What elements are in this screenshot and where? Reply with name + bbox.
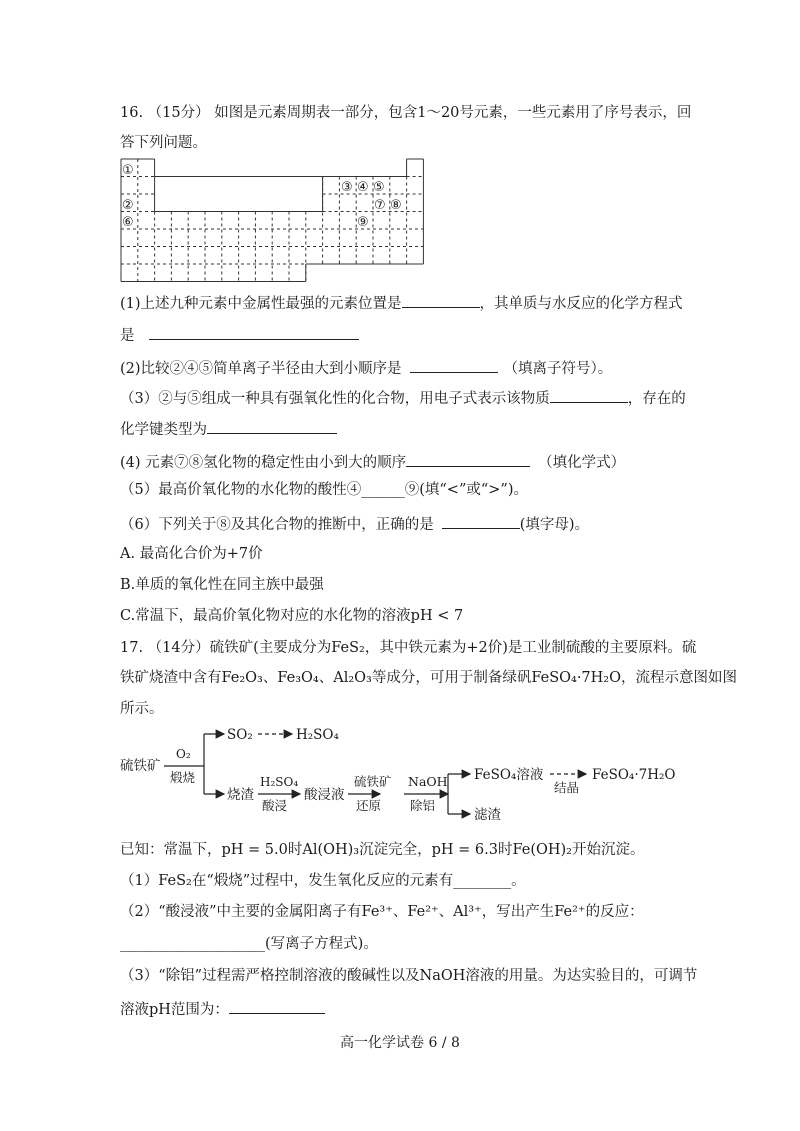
q17-known: 已知：常温下，pH = 5.0时Al(OH)₃沉淀完全，pH = 6.3时Fe(OH)₂开始沉淀。 (120, 842, 645, 858)
element-2-label: ② (122, 198, 134, 213)
q17-line2: 铁矿烧渣中含有Fe₂O₃、Fe₃O₄、Al₂O₃等成分，可用于制备绿矾FeSO₄·7H₂O，流程示意图如图 (120, 670, 738, 686)
flow-remove-al: 除铝 (410, 798, 436, 813)
element-8-label: ⑧ (390, 198, 402, 213)
q17-part2-line2: ____________________(写离子方程式)。 (120, 936, 378, 952)
q16-p1-equation-blank[interactable] (149, 323, 359, 340)
flow-leachate: 酸浸液 (304, 787, 345, 803)
q17-part3-line2 (120, 997, 325, 1020)
q16-part4-line (120, 450, 625, 473)
flow-residue: 滤渣 (474, 807, 501, 823)
flow-pyrite-reagent: 硫铁矿 (354, 774, 392, 789)
periodic-table-figure (120, 158, 426, 284)
q16-option-c: C.常温下，最高价氧化物对应的水化物的溶液pH < 7 (120, 608, 464, 624)
element-3-label: ③ (341, 180, 353, 195)
q16-p4b: （填化学式） (538, 455, 626, 471)
q16-p4-blank[interactable] (406, 450, 530, 467)
q16-option-b: B.单质的氧化性在同主族中最强 (120, 577, 324, 593)
flow-h2so4-top: H₂SO₄ (296, 727, 339, 743)
q16-line2: 答下列问题。 (120, 135, 207, 151)
flow-feso4-solution: FeSO₄溶液 (474, 767, 544, 783)
q16-p3b: ，存在的 (627, 391, 686, 407)
q17-p3-ph-blank[interactable] (229, 997, 325, 1014)
q16-p1b: ，其单质与水反应的化学方程式 (479, 296, 683, 312)
q16-p3-bond-blank[interactable] (207, 417, 337, 434)
q16-p3a: （3）②与⑤组成一种具有强氧化性的化合物，用电子式表示该物质 (120, 391, 550, 407)
page-footer: 高一化学试卷 6 / 8 (340, 1035, 460, 1051)
flow-product: FeSO₄·7H₂O (592, 767, 676, 783)
element-4-label: ④ (357, 180, 369, 195)
q16-p3-blank[interactable] (550, 386, 628, 403)
q16-p6a: （6）下列关于⑧及其化合物的推断中，正确的是 (120, 517, 434, 533)
q16-part1-line (120, 291, 683, 314)
q16-p2b: （填离子符号）。 (503, 361, 613, 377)
element-1-label: ① (122, 163, 134, 178)
flow-reduce: 还原 (356, 798, 382, 813)
element-9-label: ⑨ (357, 215, 369, 230)
q17-line1: 17. （14分）硫铁矿(主要成分为FeS₂，其中铁元素为+2价)是工业制硫酸的主要原料。硫 (120, 640, 697, 656)
q16-p2a: (2)比较②④⑤简单离子半径由大到小顺序是 (120, 361, 402, 377)
q16-p2-blank[interactable] (410, 356, 498, 373)
q17-part1: （1）FeS₂在“煅烧”过程中，发生氧化反应的元素有________。 (120, 873, 526, 889)
flow-so2: SO₂ (227, 727, 253, 743)
flow-acid-leach: 酸浸 (262, 798, 288, 813)
q16-p1a: (1)上述九种元素中金属性最强的元素位置是 (120, 296, 402, 312)
q16-p4a: (4) 元素⑦⑧氢化物的稳定性由小到大的顺序 (120, 455, 407, 471)
q16-option-a: A. 最高化合价为+7价 (120, 546, 263, 562)
periodic-table-grid (121, 159, 423, 282)
q16-line1: 16. （15分） 如图是元素周期表一部分，包含1～20号元素，一些元素用了序号表示，回 (120, 105, 692, 121)
flow-crystallize: 结晶 (554, 780, 580, 795)
flow-calcine: 煅烧 (170, 770, 196, 785)
flow-naoh: NaOH (408, 774, 448, 789)
flow-h2so4: H₂SO₄ (260, 775, 299, 789)
q16-p3c: 化学键类型为 (120, 422, 207, 438)
q17-part2-line1: （2）“酸浸液”中主要的金属阳离子有Fe³⁺、Fe²⁺、Al³⁺，写出产生Fe²⁺的反应： (120, 904, 644, 920)
flow-slag: 烧渣 (227, 787, 254, 803)
element-6-label: ⑥ (122, 215, 134, 230)
q16-part2-line (120, 356, 612, 379)
q16-p6-blank[interactable] (442, 512, 520, 529)
q16-part5: （5）最高价氧化物的水化物的酸性④______⑨(填“<”或“>”)。 (120, 482, 528, 498)
q16-part3-line (120, 386, 686, 409)
element-5-label: ⑤ (373, 180, 385, 195)
q17-p3b: 溶液pH范围为： (120, 1002, 229, 1018)
q16-p1-blank[interactable] (402, 291, 480, 308)
q17-part3-line1: （3）“除铝”过程需严格控制溶液的酸碱性以及NaOH溶液的用量。为达实验目的，可调节 (120, 968, 698, 984)
q16-p1c: 是 (120, 328, 135, 344)
process-flow-diagram (120, 718, 720, 830)
flow-start-pyrite: 硫铁矿 (120, 758, 161, 774)
element-7-label: ⑦ (374, 198, 386, 213)
q16-part3-line2 (120, 417, 337, 440)
q16-part6-line (120, 512, 589, 535)
flow-o2: O₂ (176, 747, 191, 761)
q17-line3: 所示。 (120, 701, 164, 717)
q16-p6b: (填字母)。 (519, 517, 590, 533)
q16-part1-line2 (120, 323, 359, 346)
